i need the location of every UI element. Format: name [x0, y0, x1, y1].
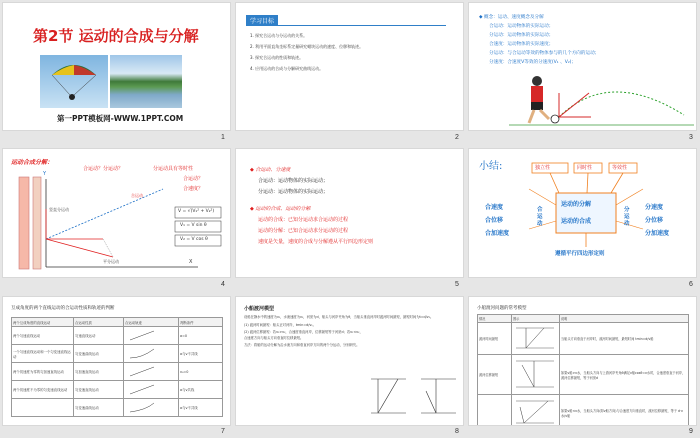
definition-line: 合运动：运动物体的实际运动； [258, 178, 329, 184]
definition-line: 分运动：运动物体的实际运动； [258, 189, 329, 195]
river-figure-icon [512, 397, 558, 426]
river-paragraph: 设船在静水中的速度为v₁，水流速度为v₂，河宽为d，船头与河岸夹角为θ，当船头垂直河岸时渡河时间最短，最短时间为t=d/v₁。 [244, 315, 434, 319]
slide-number-6: 6 [689, 281, 693, 288]
river-paragraph: (2) 渡河位移最短：若v₁>v₂，合速度垂直河岸，位移最短等于河宽d；若v₁<v₂，合速度方向与船头方向垂直时位移最短。 [244, 330, 363, 340]
concept-line: 合运动：运动物体的实际运动； [489, 24, 554, 29]
vertical-motion-label: 竖直分运动 [49, 207, 69, 212]
parachute-photo [40, 55, 108, 108]
table-header-row [478, 315, 689, 323]
table-cell: 如果v船>v水，当船头方向与上游河岸夹角θ满足v船cosθ=v水时，合速度垂直于河岸，渡河位移最短，等于河宽d [560, 355, 689, 395]
table-row [478, 323, 689, 355]
slide-9-heading: 小船渡河问题的常考模型 [477, 306, 527, 311]
parallelogram-rule: 遵循平行四边形定则 [555, 251, 605, 257]
slide-number-8: 8 [455, 428, 459, 435]
resultant-motion-label: 合运动 [131, 193, 143, 198]
table-header-cell: 图示 [512, 315, 560, 323]
table-header-row [12, 318, 223, 327]
question-2: 分运动具有等时性 [153, 166, 194, 172]
parachute-icon [40, 55, 108, 108]
component-quantities [645, 201, 669, 240]
table-row [12, 327, 223, 345]
property-simultaneity: 同时性 [577, 165, 593, 171]
table-cell-trajectory [124, 345, 179, 363]
river-crossing-diagrams [366, 371, 461, 419]
slide-thumbnail-4[interactable] [2, 148, 231, 278]
table-row [478, 355, 689, 395]
slide-1-title: 第2节 运动的合成与分解 [33, 27, 199, 45]
question-3: 合运动？ [183, 176, 204, 182]
component-item: 分位移 [645, 217, 664, 224]
property-equivalence: 等效性 [612, 165, 628, 171]
definition-heading: ◆ 运动的合成、运动的分解 [250, 206, 311, 212]
component-item: 分加速度 [645, 230, 670, 237]
table-row [12, 381, 223, 399]
slide-2-heading: 学习目标 [246, 15, 278, 26]
resultant-item: 合速度 [485, 204, 504, 211]
concept-line: 合速度：运动物体的实际速度； [489, 42, 554, 47]
formula-horizontal: V₂ = V cos θ [180, 237, 208, 242]
table-cell [478, 395, 512, 427]
table-cell: a与v不共线 [179, 345, 223, 363]
definition-line: 速度是矢量，速度的合成与分解遵从平行四边形定则 [258, 239, 374, 245]
trajectory-icon [124, 346, 164, 360]
soccer-kick-illustration [509, 73, 694, 128]
summary-heading: 小结: [479, 161, 503, 172]
center-composition: 运动的合成 [561, 218, 592, 225]
table-cell: 匀变速曲线运动 [74, 399, 124, 417]
table-cell: 两个匀速直线运动 [12, 327, 74, 345]
slide-1-footer: 第一PPT模板网-WWW.1PPT.COM [57, 114, 184, 123]
river-figure-icon [512, 324, 558, 352]
slide-number-7: 7 [221, 428, 225, 435]
slide-4-heading: 运动合成分解： [11, 159, 54, 166]
slide-thumbnail-5[interactable] [235, 148, 464, 278]
table-cell: 匀变速曲线运动 [74, 345, 124, 363]
table-cell: 渡河时间最短 [478, 323, 512, 355]
table-cell-figure [512, 395, 560, 427]
table-cell-figure [512, 323, 560, 355]
slide-thumbnail-8[interactable] [235, 296, 464, 426]
slide-number-5: 5 [455, 281, 459, 288]
objective-list [250, 33, 363, 72]
table-header-cell: 合运动性质 [74, 318, 124, 327]
table-cell-trajectory [124, 399, 179, 417]
river-model-table [477, 314, 689, 426]
table-cell: 渡河位移最短 [478, 355, 512, 395]
table-cell-figure [512, 355, 560, 395]
table-header-cell: 判断条件 [179, 318, 223, 327]
table-cell-trajectory [124, 327, 179, 345]
table-cell: a与v共线 [179, 381, 223, 399]
table-row [12, 399, 223, 417]
component-motion-vertical: 分 运 动 [624, 207, 630, 227]
table-row [478, 395, 689, 427]
resultant-quantities [485, 201, 509, 240]
table-cell: 当船头方向垂直于河岸时，渡河时间最短，最短时间 tmin=d/v船 [560, 323, 689, 355]
concept-line: ◆ 概念：运动、速度概念及分解 [479, 15, 544, 20]
table-cell: 匀变速直线运动 [74, 381, 124, 399]
table-cell-trajectory [124, 363, 179, 381]
trajectory-icon [124, 328, 164, 342]
table-row [12, 363, 223, 381]
table-cell: 匀速直线运动 [74, 327, 124, 345]
resultant-item: 合加速度 [485, 230, 510, 237]
slide-thumbnail-1[interactable] [2, 2, 231, 131]
table-header-cell: 合运动轨迹 [124, 318, 179, 327]
resultant-item: 合位移 [485, 217, 504, 224]
objective-item: 3. 探究合运动的性质和轨迹。 [250, 55, 304, 60]
landscape-photo [110, 55, 182, 108]
concept-line: 分运动：运动物体的实际运动； [489, 33, 554, 38]
slide-thumbnail-2[interactable] [235, 2, 464, 131]
table-cell: 两个初速度不为零的匀变速直线运动 [12, 381, 74, 399]
slide-thumbnail-7[interactable] [2, 296, 231, 426]
definition-lines [250, 165, 373, 248]
slide-number-1: 1 [221, 134, 225, 141]
table-cell: 一个匀速直线运动和一个匀变速直线运动 [12, 345, 74, 363]
definition-line: 运动的分解：已知合运动求分运动的过程 [258, 228, 349, 234]
y-axis-label: Y [43, 171, 47, 177]
resultant-motion-vertical: 合 运 动 [537, 207, 543, 227]
table-header-cell: 两个互成角度的直线运动 [12, 318, 74, 327]
motion-judgement-table [11, 317, 223, 417]
river-paragraph: (1) 渡河时间最短：船头正对河岸，tmin=d/v₁。 [244, 322, 316, 327]
table-cell: v₀=0 [179, 363, 223, 381]
table-header-cell: 情况 [478, 315, 512, 323]
slide-7-title: 互成角度的两个直线运动的合运动性质和轨迹的判断 [11, 306, 115, 311]
formula-vertical: V₁ = V sin θ [180, 223, 207, 228]
objective-item: 4. 应用运动的合成与分解研究曲线运动。 [250, 66, 324, 71]
slide-8-heading: 小船渡河模型 [244, 306, 275, 312]
table-header-cell: 说明 [560, 315, 689, 323]
concept-line: 分运动：与合运动等效的物体参与的几个方向的运动； [489, 51, 600, 56]
x-axis-label: X [189, 259, 193, 265]
river-paragraph: 方法：将船的运动分解为沿水流方向和垂直河岸方向的两个分运动，分别研究。 [244, 343, 360, 347]
trajectory-icon [124, 382, 164, 396]
table-cell-trajectory [124, 381, 179, 399]
table-row [12, 345, 223, 363]
question-1: 合运动？分运动？ [83, 166, 124, 172]
slide-number-9: 9 [689, 428, 693, 435]
objective-item: 1. 探究合运动与分运动的关系。 [250, 33, 308, 38]
slide-thumbnail-6[interactable] [468, 148, 697, 278]
definition-heading: ◆ 合运动、分速度 [250, 167, 291, 173]
river-figure-icon [512, 357, 558, 391]
slide-thumbnail-3[interactable] [468, 2, 697, 131]
concept-lines [479, 13, 599, 67]
slide-2-heading-rule [246, 25, 446, 26]
objective-item: 2. 利用平面直角坐标系定量研究蜡块运动的速度、位移和轨迹。 [250, 44, 364, 49]
concept-line: 分速度：合速度V等效的分速度(V₁ 、V₂)； [489, 60, 577, 65]
slide-number-4: 4 [221, 281, 225, 288]
question-4: 合速度？ [183, 186, 204, 192]
formula-magnitude: V = √(V₁² + V₂²) [178, 209, 215, 214]
table-cell: 两个初速度为零的匀加速直线运动 [12, 363, 74, 381]
table-cell: 如果v船<v水，当船头方向(即v船方向)与合速度方向垂直时，渡河位移最短，等于 d·v水/v船 [560, 395, 689, 427]
table-cell [12, 399, 74, 417]
river-crossing-text [244, 315, 456, 349]
slide-number-2: 2 [455, 134, 459, 141]
trajectory-icon [124, 364, 164, 378]
table-cell: a与v不共线 [179, 399, 223, 417]
definition-line: 运动的合成：已知分运动求合运动的过程 [258, 217, 349, 223]
horizontal-motion-label: 平分运动 [103, 259, 119, 264]
property-independence: 独立性 [535, 165, 551, 171]
slide-number-3: 3 [689, 134, 693, 141]
table-cell: 匀加速直线运动 [74, 363, 124, 381]
trajectory-icon [124, 400, 164, 414]
slide-thumbnail-9[interactable] [468, 296, 697, 426]
table-cell: a=0 [179, 327, 223, 345]
center-decomposition: 运动的分解 [561, 201, 592, 208]
component-item: 分速度 [645, 204, 664, 211]
